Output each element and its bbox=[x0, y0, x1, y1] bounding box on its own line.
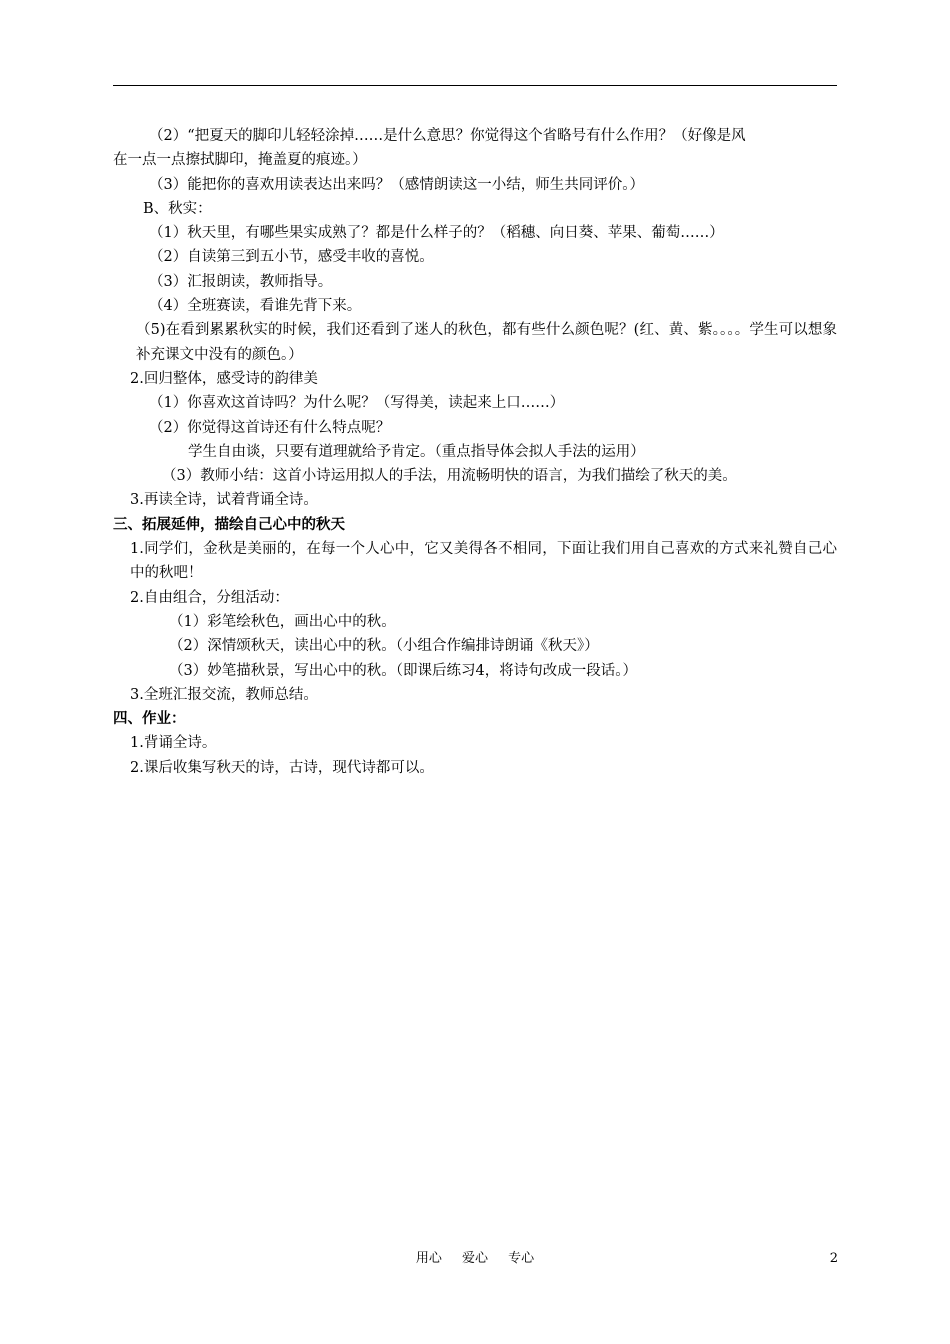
list-item: （1）秋天里，有哪些果实成熟了？都是什么样子的？（稻穗、向日葵、苹果、葡萄……） bbox=[149, 225, 724, 242]
list-item: 2.回归整体，感受诗的韵律美 bbox=[130, 370, 318, 387]
paragraph-line: 1.同学们，金秋是美丽的，在每一个人心中，它又美得各不相同，下面让我们用自己喜欢的方式来礼赞自己心中的秋吧！ bbox=[130, 541, 837, 582]
list-item: 3.再读全诗，试着背诵全诗。 bbox=[130, 492, 318, 509]
page-number: 2 bbox=[829, 1251, 838, 1266]
list-item: （1）彩笔绘秋色，画出心中的秋。 bbox=[169, 613, 396, 630]
section-label: B、秋实： bbox=[143, 200, 212, 217]
header-rule bbox=[113, 85, 837, 86]
paragraph-line: 学生自由谈，只要有道理就给予肯定。（重点指导体会拟人手法的运用） bbox=[188, 443, 645, 460]
list-item: （2）你觉得这首诗还有什么特点呢？ bbox=[149, 419, 391, 436]
list-item: （2）深情颂秋天，读出心中的秋。（小组合作编排诗朗诵《秋天》） bbox=[169, 638, 599, 655]
list-item: 2.课后收集写秋天的诗，古诗，现代诗都可以。 bbox=[130, 759, 434, 776]
footer-motto: 用心 爱心 专心 bbox=[415, 1251, 535, 1266]
list-item: 2.自由组合，分组活动： bbox=[130, 589, 289, 606]
list-item: （3）汇报朗读，教师指导。 bbox=[149, 273, 333, 290]
list-item: （3）教师小结：这首小诗运用拟人的手法，用流畅明快的语言，为我们描绘了秋天的美。 bbox=[162, 468, 737, 485]
document-body bbox=[113, 124, 837, 780]
list-item: （4）全班赛读，看谁先背下来。 bbox=[149, 298, 362, 315]
paragraph-line: 在一点一点擦拭脚印，掩盖夏的痕迹。） bbox=[113, 152, 367, 169]
list-item: （5)在看到累累秋实的时候，我们还看到了迷人的秋色，都有些什么颜色呢？(红、黄、紫。。。。学生可以想象补充课文中没有的颜色。） bbox=[136, 322, 837, 363]
list-item: 1.背诵全诗。 bbox=[130, 735, 217, 752]
paragraph-line: （3）能把你的喜欢用读表达出来吗？（感情朗读这一小结，师生共同评价。） bbox=[149, 176, 644, 193]
list-item: （3）妙笔描秋景，写出心中的秋。（即课后练习4，将诗句改成一段话。） bbox=[169, 662, 637, 679]
section-heading: 三、拓展延伸，描绘自己心中的秋天 bbox=[113, 516, 345, 533]
section-heading: 四、作业： bbox=[113, 711, 186, 728]
list-item: （1）你喜欢这首诗吗？为什么呢？（写得美，读起来上口……） bbox=[149, 395, 565, 412]
list-item: （2）自读第三到五小节，感受丰收的喜悦。 bbox=[149, 249, 434, 266]
paragraph-line: （2）“把夏天的脚印儿轻轻涂掉……是什么意思？你觉得这个省略号有什么作用？（好像是风 bbox=[149, 128, 746, 144]
list-item: 3.全班汇报交流，教师总结。 bbox=[130, 686, 318, 703]
